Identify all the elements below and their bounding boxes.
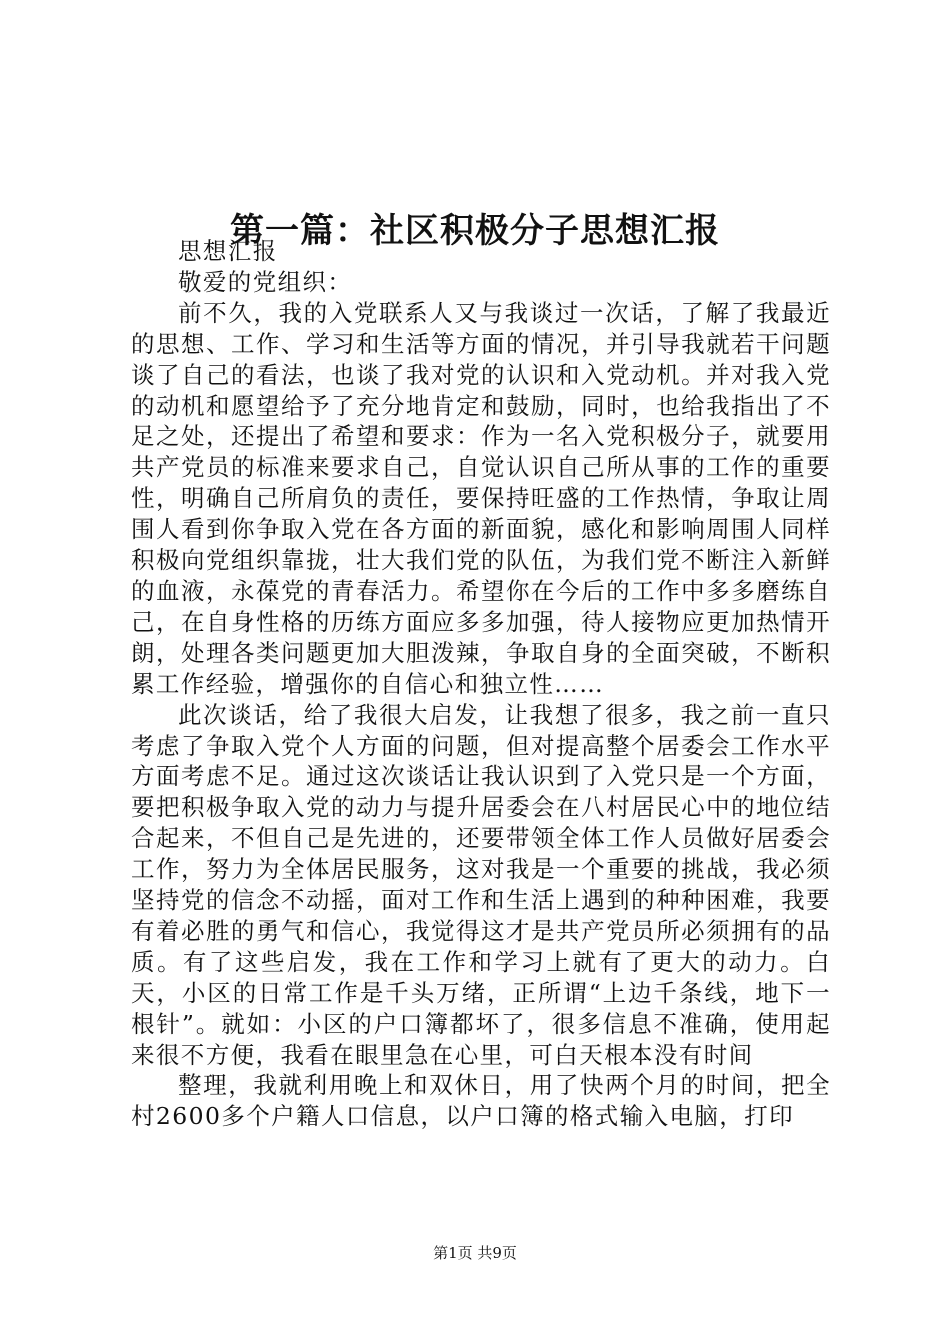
paragraph: 前不久，我的入党联系人又与我谈过一次话，了解了我最近的思想、工作、学习和生活等方面的情况，并引导我就若干问题谈了自己的看法，也谈了我对党的认识和入党动机。并对我入党的动机和愿望给予了充分地肯定和鼓励，同时，也给我指出了不足之处，还提出了希望和要求：作为一名入党积极分子，就要用共产党员的标准来要求自己，自觉认识自己所从事的工作的重要性，明确自己所肩负的责任，要保持旺盛的工作热情，争取让周围人看到你争取入党在各方面的新面貌，感化和影响周围人同样积极向党组织靠拢，壮大我们党的队伍，为我们党不断注入新鲜的血液，永葆党的青春活力。希望你在今后的工作中多多磨练自己，在自身性格的历练方面应多多加强，待人接物应更加热情开朗，处理各类问题更加大胆泼辣，争取自身的全面突破，不断积累工作经验，增强你的自信心和独立性…… <box>131 298 831 698</box>
document-title: 第一篇：社区积极分子思想汇报 <box>230 210 720 251</box>
document-body <box>131 236 831 1132</box>
paragraph-salutation: 敬爱的党组织： <box>178 267 353 296</box>
page-number-footer: 第1页 共9页 <box>433 1244 517 1262</box>
paragraph: 此次谈话，给了我很大启发，让我想了很多，我之前一直只考虑了争取入党个人方面的问题，但对提高整个居委会工作水平方面考虑不足。通过这次谈话让我认识到了入党只是一个方面，要把积极争取入党的动力与提升居委会在八村居民心中的地位结合起来，不但自己是先进的，还要带领全体工作人员做好居委会工作，努力为全体居民服务，这对我是一个重要的挑战，我必须坚持党的信念不动摇，面对工作和生活上遇到的种种困难，我要有着必胜的勇气和信心，我觉得这才是共产党员所必须拥有的品质。有了这些启发，我在工作和学习上就有了更大的动力。白天，小区的日常工作是千头万绪，正所谓“上边千条线，地下一根针”。就如：小区的户口簿都坏了，很多信息不准确，使用起来很不方便，我看在眼里急在心里，可白天根本没有时间 <box>131 700 831 1069</box>
paragraph-heading: 思想汇报 <box>178 237 278 265</box>
paragraph: 整理，我就利用晚上和双休日，用了快两个月的时间，把全村2600多个户籍人口信息，以户口簿的格式输入电脑，打印 <box>131 1071 831 1131</box>
